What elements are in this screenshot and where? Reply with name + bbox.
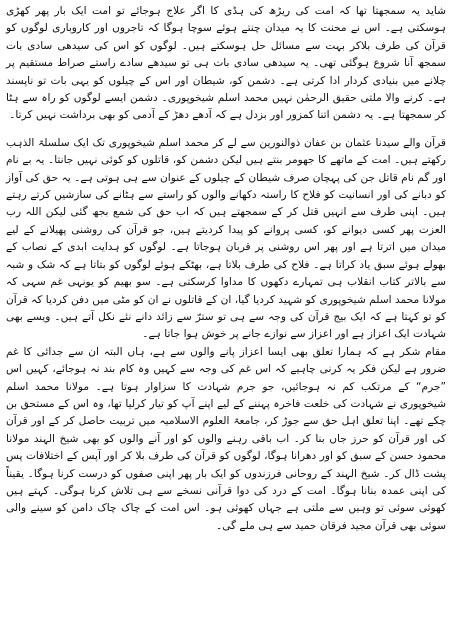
paragraph-2: قرآن والے سیدنا عثمان بن عفان ذوالنورین سے لے کر محمد اسلم شیخوپوری تک ایک سلسلۃ الذہب رکھتے ہیں۔ امت کے ماتھے کا جھومر بنتے ہیں لیکن دشمن کو، قاتلوں کو کوئی نہیں جانتا۔ یہ بے نام اور گم نام قاتل جن کی پہچان صرف شیطان کے چیلوں کے عنوان سے ہی ہوتی ہے۔ یہ حق کی آواز کو دبانے کی اور انسانیت کو فلاح کا راستہ دکھانے والوں کو راستے سے ہٹانے کی سازشیں کرتے رہتے ہیں۔ اپنی طرف سے انہیں قتل کر کے سمجھتے ہیں کہ اب حق کی شمع بجھ گئی لیکن اللہ رب العزت پھر کسی دیوانے کو، کسی پروانے کو پیدا کردیتے ہیں، جو قرآن کی روشنی پھیلانے کے لیے میدان میں اترتا ہے اور پھر اس روشنی پر قربان ہوجاتا ہے۔ لوگوں کو ہدایت ابدی کے نصاب کے بھولے ہوئے سبق یاد کراتا ہے۔ فلاح کی طرف بلاتا ہے، بھٹکے ہوئے لوگوں کو بتاتا ہے کہ شک و شبہ سے بالاتر کتاب انقلاب ہی تمہارے دکھوں کا مداوا کرسکتی ہے۔ سو بھیم کو یونہی غم سہی کہ مولانا محمد اسلم شیخوپوری کو شہید کردیا گیا، ان کے قاتلوں نے ان کو مٹی میں دفن کردیا کہ قرآن کو تو کہتا ہے کہ ایک بیج قرآن کی وجہ سے ہی تو سترّ سے زائد دانے نئے نکل آتے ہیں۔ ویسے بھی شہادت ایک اعزاز ہے اور اعزاز سے نوازے جانے پر خوش ہوا جاتا ہے۔ <box>6 136 446 341</box>
paragraph-3: مقام شکر ہے کہ ہمارا تعلق بھی ایسا اعزاز پانے والوں سے ہے، ہاں البتہ ان سے جدائی کا غم ضرور ہے لیکن فکر یہ کرنی چاہیے کہ اس غم کی وجہ سے کہیں وہ کام بند نہ ہوجائے، کہیں اس ”جرم“ کے مرتکب کم نہ ہوجائیں، جو جرم شہادت کا سزاوار ہوتا ہے۔ مولانا محمد اسلم شیخوپوری نے شہادت کی خلعت فاخرہ پہننے کے لیے اپنے آپ کو تیار کرلیا تھا، وہ اس کے مستحق بن چکے تھے۔ اپنا تعلق اہل حق سے جوڑ کر، جامعۃ العلوم الاسلامیہ میں تربیت حاصل کر کے اور قرآن کی اور قرآن کو حرز جاں بنا کر۔ اب باقی رہنے والوں کو اور آنے والوں کو بھی شیخ الہند مولانا محمود حسن کے سبق کو اور دھرانا ہوگا، لوگوں کو قرآن کی طرف بلا کر اور آپس کے اختلافات پس پشت ڈال کر۔ شیخ الہند کے روحانی فرزندوں کو ایک بار پھر اپنی صفوں کو درست کرنا ہوگا۔ یقیناً کی اپنی عمدہ بنانا ہوگا۔ امت کے درد کی دوا قرآنی نسخے سے ہی تلاش کرنا ہوگی۔ کہتے ہیں کھوئی سوئی تو وہیں سے ملتی ہے جہاں کھوئی ہو۔ اس امت کے چاک چاک دامن کو سینے والی سوئی بھی قرآن مجید فرقان حمید سے ہی ملے گی۔ <box>6 345 446 532</box>
paragraph-1: شاید یہ سمجھتا تھا کہ امت کی ریڑھ کی ہڈی کا اگر علاج ہوجائے تو امت ایک بار پھر کھڑی ہوسکتی ہے۔ اس نے محنت کا یہ میدان چنتے ہوئے سوچا ہوگا کہ تاجروں اور کاروباری لوگوں کو قرآن کی طرف بلاکر بہت سے مسائل حل ہوسکتے ہیں۔ لوگوں کو اس کی سیدھی سادی بات سمجھ آنا شروع ہوگئی تھی۔ یہ سیدھی سادی بات ہی تو سیدھے سادے راستے صراط مستقیم پر چلانے میں بنیادی کردار ادا کرتی ہے۔ دشمن کو، شیطان اور اس کے چیلوں کو یہی بات تو ناپسند ہے۔ کرنے والا ملتی حقیق الرحمٰن نہیں محمد اسلم شیخوپوری۔ دشمن ایسے لوگوں کو راہ سے ہٹا کر سمجھتا ہے۔ یہ دشمن اتنا کمزور اور بزدل ہے کہ آدھے دھڑ کے آدمی کو بھی برداشت نہیں کرتا۔ <box>6 5 446 122</box>
